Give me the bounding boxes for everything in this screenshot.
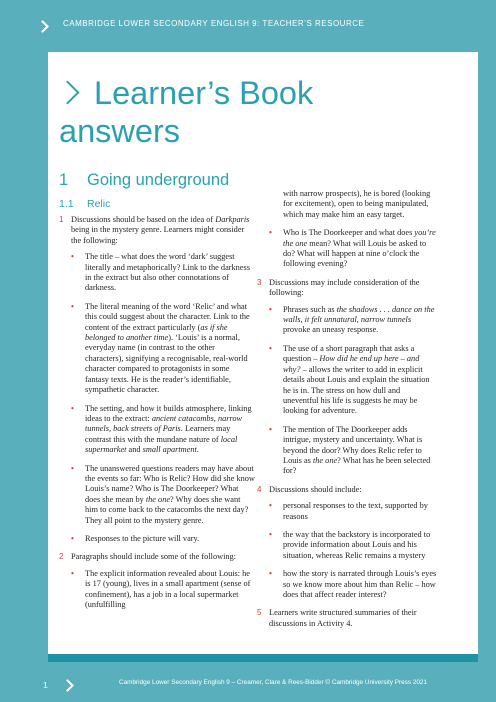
bullet-item: • personal responses to the text, supported by reasons [257, 501, 437, 522]
subsection-heading: 1.1 Relic [59, 198, 111, 210]
bullet-item: • The mention of The Doorkeeper adds intrigue, mystery and uncertainty. What is beyond the door? Why does Relic refer to Louis as the one? What has he been selected for? [257, 425, 437, 477]
question-2: 2 Paragraphs should include some of the following: [59, 552, 236, 562]
question-5: 5 Learners write structured summaries of their discussions in Activity 4. [257, 608, 417, 628]
question-4: 4 Discussions should include: [257, 484, 362, 494]
page-title: Learner’s Book answers [59, 74, 313, 150]
left-column [59, 215, 255, 618]
bullet-item: • how the story is narrated through Louis’s eyes so we know more about him than Relic – how does that affect reader interest? [257, 569, 437, 600]
bullet-item: • The setting, and how it builds atmosphere, linking ideas to the extract: ancient catacombs, narrow tunnels, back streets of Paris. Learners may contrast this with the mundane nature of local supermarket and small apartment. [59, 404, 255, 456]
chevron-right-icon [36, 20, 49, 33]
footer-divider [48, 654, 478, 662]
footer-credit: Cambridge Lower Secondary English 9 – Creamer, Clare & Rees-Bidder © Cambridge University Press 2021 [119, 679, 428, 686]
bullet-item: • The explicit information revealed about Louis: he is 17 (young), lives in a small apartment (sense of confinement), has a job in a local supermarket (unfulfilling [59, 569, 255, 611]
question-1: 1 Discussions should be based on the idea of Darkparis being in the mystery genre. Learners might consider the following: [59, 215, 250, 245]
bullet-continuation: with narrow prospects), he is bored (looking for excitement), open to being manipulated, which may make him an easy target. [283, 189, 431, 219]
header-bar [0, 0, 496, 52]
bullet-item: • Responses to the picture will vary. [59, 534, 255, 544]
bullet-item: • The title – what does the word ‘dark’ suggest literally and metaphorically? Link to the darkness in the extract but also other connotations of darkness. [59, 252, 255, 294]
bullet-item: • Phrases such as the shadows . . . dance on the walls, it felt unnatural, narrow tunnels provoke an uneasy response. [257, 305, 437, 336]
question-3: 3 Discussions may include consideration of the following: [257, 277, 420, 298]
bullet-item: • the way that the backstory is incorporated to provide information about Louis and his situation, whereas Relic remains a mystery [257, 530, 437, 561]
footer-bar [0, 662, 496, 702]
bullet-item: • Who is The Doorkeeper and what does you’re the one mean? What will Louis be asked to do? What will happen at nine o’clock the following evening? [257, 228, 437, 270]
section-heading: 1 Going underground [59, 171, 230, 189]
bullet-item: • The use of a short paragraph that asks a question – How did he end up here – and why? – allows the writer to add in explicit details about Louis and explain the situation he is in. The stress on how dull and uneventful his life is suggests he may be looking for adventure. [257, 344, 437, 417]
bullet-item: • The unanswered questions readers may have about the events so far: Who is Relic? How did she know Louis’s name? Who is The Doorkeeper? What does she mean by the one? Why does she want him to come back to the catacombs the next day? They all point to the mystery genre. [59, 464, 255, 526]
chevron-right-icon [55, 81, 79, 105]
chevron-right-icon [61, 679, 74, 692]
header-title: CAMBRIDGE LOWER SECONDARY ENGLISH 9: TEACHER’S RESOURCE [63, 19, 365, 28]
page-number: 1 [43, 680, 48, 690]
right-column [257, 189, 437, 635]
bullet-item: • The literal meaning of the word ‘Relic’ and what this could suggest about the character. Link to the content of the extract particularly (as if she belonged to another time). ‘Louis’ is a normal, everyday name (in contrast to the other characters), signifying a recognisable, real-world character compared to protagonists in some fantasy texts. He is the reader’s identifiable, sympathetic character. [59, 302, 255, 396]
page-content [48, 52, 478, 654]
